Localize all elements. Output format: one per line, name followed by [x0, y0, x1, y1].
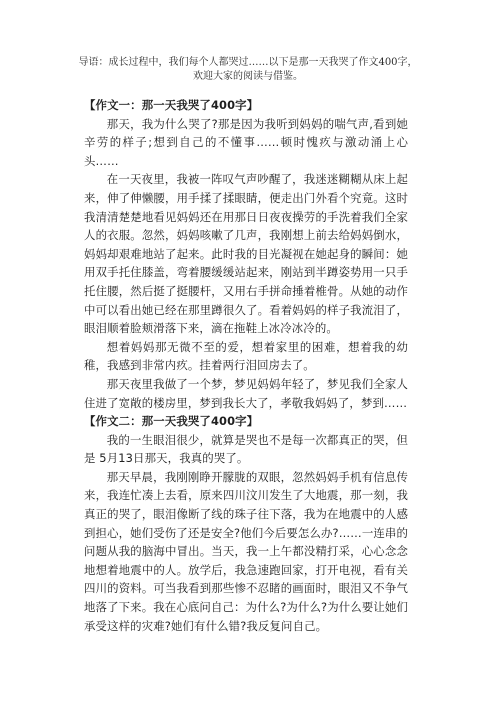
intro-line-2: 欢迎大家的阅读与借鉴。 — [193, 71, 303, 82]
intro-line-1: 导语：成长过程中，我们每个人都哭过……以下是那一天我哭了作文400字， — [78, 57, 418, 68]
essay-2-heading: 【作文二：那一天我哭了400字】 — [84, 414, 259, 429]
essay-1-paragraph-1: 那天，我为什么哭了?那是因为我听到妈妈的喘气声,看到她辛劳的样子;想到自己的不懂事……顿时愧疚与激动涌上心头…… — [84, 116, 408, 168]
essay-2-paragraph-1: 我的一生眼泪很少，就算是哭也不是每一次都真正的哭，但是 5月13日那天，我真的哭了。 — [84, 432, 408, 466]
essay-2-paragraph-2: 那天早晨，我刚刚睁开朦胧的双眼，忽然妈妈手机有信息传来，我连忙凑上去看，原来四川汶川发生了大地震，那一刻，我真正的哭了，眼泪像断了线的珠子往下落，我为在地震中的人感到担心，她们受伤了还是安全?他们今后要怎么办?……一连串的问题从我的脑海中冒出。当天，我一上午都没精打采，心心念念地想着地震中的人。放学后，我急速跑回家，打开电视，看有关四川的资料。可当我看到那些惨不忍睹的画面时，眼泪又不争气地落了下来。我在心底问自己：为什么?为什么?为什么要让她们承受这样的灾难?她们有什么错?我反复问自己。 — [84, 469, 408, 633]
essay-1-paragraph-3: 想着妈妈那无微不至的爱，想着家里的困难，想着我的幼稚，我感到非常内疚。挂着两行泪回房去了。 — [84, 339, 408, 373]
essay-1-paragraph-4: 那天夜里我做了一个梦，梦见妈妈年轻了，梦见我们全家人住进了宽敞的楼房里，梦到我长大了，孝敬我妈妈了，梦到…… — [84, 376, 408, 410]
essay-1-heading: 【作文一：那一天我哭了400字】 — [84, 98, 259, 112]
intro-note — [60, 56, 436, 84]
essay-1-paragraph-2: 在一天夜里，我被一阵叹气声吵醒了，我迷迷糊糊从床上起来，伸了伸懒腰，用手揉了揉眼睛，便走出门外看个究竟。这时我清清楚楚地看见妈妈还在用那日日夜夜操劳的手洗着我们全家人的衣服。忽然，妈妈咳嗽了几声，我刚想上前去给妈妈倒水，妈妈却艰难地站了起来。此时我的目光凝视在她起身的瞬间：她用双手托住膝盖，弯着腰缓缓站起来，刚站到半蹲姿势用一只手托住腰，然后挺了挺腰杆，又用右手拼命捶着椎骨。从她的动作中可以看出她已经在那里蹲很久了。看着妈妈的样子我流泪了，眼泪顺着脸颊滑落下来，滴在拖鞋上冰冷冰冷的。 — [84, 172, 408, 336]
essay-content — [84, 96, 408, 635]
